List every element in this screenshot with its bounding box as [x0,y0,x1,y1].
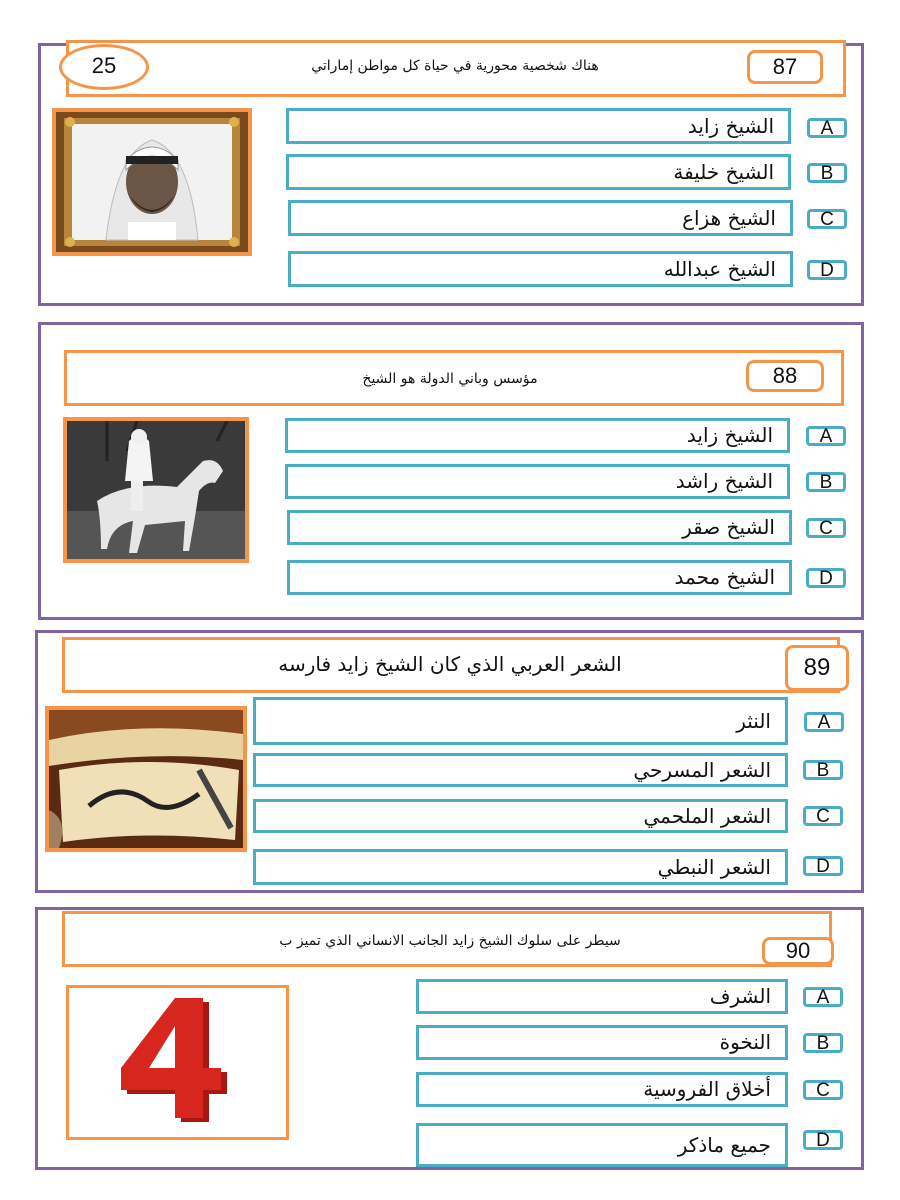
answer-option-c[interactable]: الشعر الملحمي [253,799,788,833]
answer-option-b[interactable]: الشيخ خليفة [286,154,791,190]
question-text: هناك شخصية محورية في حياة كل مواطن إماراتي [311,58,599,74]
question-number: 88 [746,360,824,392]
answer-option-a[interactable]: الشيخ زايد [285,418,790,453]
answer-option-d[interactable]: الشيخ عبدالله [288,251,793,287]
option-letter-b[interactable]: B [806,472,846,492]
option-letter-b[interactable]: B [803,1033,843,1053]
number-four-icon [66,985,289,1140]
answer-option-b[interactable]: النخوة [416,1025,788,1060]
option-letter-c[interactable]: C [803,806,843,826]
question-number: 89 [785,645,849,691]
answer-option-a[interactable]: الشيخ زايد [286,108,791,144]
option-letter-b[interactable]: B [807,163,847,183]
answer-option-a[interactable]: الشرف [416,979,788,1014]
answer-option-c[interactable]: الشيخ هزاع [288,200,793,236]
question-text: مؤسس وباني الدولة هو الشيخ [362,371,538,387]
answer-option-a[interactable]: النثر [253,697,788,745]
option-letter-b[interactable]: B [803,760,843,780]
sheikh-portrait-icon [52,108,252,256]
option-letter-a[interactable]: A [807,118,847,138]
answer-option-d[interactable]: الشيخ محمد [287,560,792,595]
answer-option-b[interactable]: الشيخ راشد [285,464,790,499]
question-text: سيطر على سلوك الشيخ زايد الجانب الانساني الذي تميز ب [279,933,621,949]
option-letter-c[interactable]: C [803,1080,843,1100]
horse-rider-photo-icon [63,417,249,563]
option-letter-d[interactable]: D [806,568,846,588]
answer-option-c[interactable]: أخلاق الفروسية [416,1072,788,1107]
question-number: 90 [762,937,834,965]
answer-option-d[interactable]: الشعر النبطي [253,849,788,885]
option-letter-d[interactable]: D [803,1130,843,1150]
option-letter-c[interactable]: C [807,209,847,229]
option-letter-d[interactable]: D [803,856,843,876]
poetry-scroll-icon [45,706,247,852]
option-letter-d[interactable]: D [807,260,847,280]
option-letter-a[interactable]: A [804,712,844,732]
answer-option-d[interactable]: جميع ماذكر [416,1123,788,1167]
page-number: 25 [59,44,149,90]
option-letter-a[interactable]: A [803,987,843,1007]
option-letter-c[interactable]: C [806,518,846,538]
question-text: الشعر العربي الذي كان الشيخ زايد فارسه [278,652,622,676]
answer-option-c[interactable]: الشيخ صقر [287,510,792,545]
answer-option-b[interactable]: الشعر المسرحي [253,753,788,787]
option-letter-a[interactable]: A [806,426,846,446]
question-number: 87 [747,50,823,84]
